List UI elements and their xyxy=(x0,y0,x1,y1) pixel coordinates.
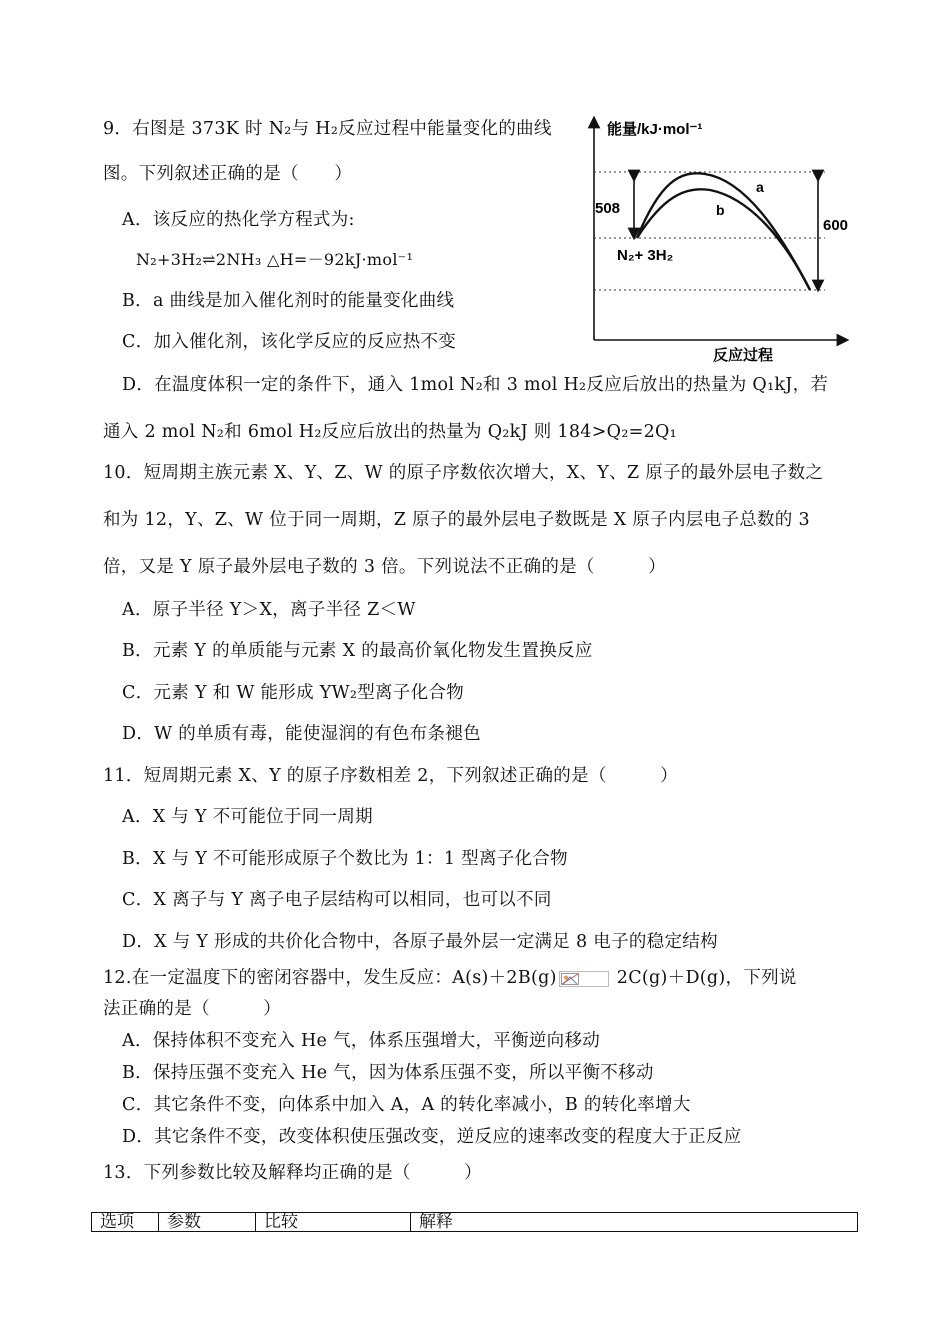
q9-option-d-line2: 通入 2 mol N₂和 6mol H₂反应后放出的热量为 Q₂kJ 则 184>Q₂=2Q₁ xyxy=(103,422,677,442)
q9-option-b: B．a 曲线是加入催化剂时的能量变化曲线 xyxy=(122,291,455,311)
q9-option-d-line1: D．在温度体积一定的条件下，通入 1mol N₂和 3 mol H₂反应后放出的热量为 Q₁kJ，若 xyxy=(122,375,829,395)
q11-option-b: B．X 与 Y 不可能形成原子个数比为 1：1 型离子化合物 xyxy=(122,849,568,869)
q10-option-d: D．W 的单质有毒，能使湿润的有色布条褪色 xyxy=(122,724,481,744)
q13-stem: 13．下列参数比较及解释均正确的是（ ） xyxy=(103,1163,482,1183)
energy-diagram xyxy=(585,112,850,362)
q12-stem-part1: 12.在一定温度下的密闭容器中，发生反应：A(s)＋2B(g) xyxy=(103,968,557,988)
q9-option-c: C．加入催化剂，该化学反应的反应热不变 xyxy=(122,332,457,352)
q11-stem: 11．短周期元素 X、Y 的原子序数相差 2，下列叙述正确的是（ ） xyxy=(103,766,678,786)
q10-stem-line1: 10．短周期主族元素 X、Y、Z、W 的原子序数依次增大，X、Y、Z 原子的最外层电子数之 xyxy=(103,463,824,483)
q10-stem-line2: 和为 12，Y、Z、W 位于同一周期，Z 原子的最外层电子数既是 X 原子内层电子总数的 3 xyxy=(103,510,810,530)
table-header-cell: 比较 xyxy=(256,1213,411,1232)
q10-stem-line3: 倍，又是 Y 原子最外层电子数的 3 倍。下列说法不正确的是（ ） xyxy=(103,557,666,577)
label-600: 600 xyxy=(823,217,849,234)
label-508: 508 xyxy=(595,200,621,217)
equilibrium-arrow-image xyxy=(559,971,609,987)
q13-table xyxy=(91,1212,858,1232)
q10-option-b: B．元素 Y 的单质能与元素 X 的最高价氧化物发生置换反应 xyxy=(122,641,593,661)
broken-image-icon xyxy=(561,973,579,985)
q12-option-b: B．保持压强不变充入 He 气，因为体系压强不变，所以平衡不移动 xyxy=(122,1063,654,1083)
q10-option-a: A．原子半径 Y＞X，离子半径 Z＜W xyxy=(122,600,416,620)
curve-a xyxy=(637,173,810,290)
q12-stem-part2: 2C(g)＋D(g)，下列说 xyxy=(616,968,797,988)
q12-stem-line1 xyxy=(103,964,797,989)
q12-option-a: A．保持体积不变充入 He 气，体系压强增大，平衡逆向移动 xyxy=(122,1031,601,1051)
x-axis-label: 反应过程 xyxy=(713,347,774,362)
table-header-row xyxy=(92,1213,858,1232)
q11-option-c: C．X 离子与 Y 离子电子层结构可以相同，也可以不同 xyxy=(122,890,552,910)
q12-stem-line2: 法正确的是（ ） xyxy=(103,999,281,1019)
table-header-cell: 参数 xyxy=(159,1213,256,1232)
q9-stem-line2: 图。下列叙述正确的是（ ） xyxy=(103,164,353,184)
y-axis-label: 能量/kJ·mol⁻¹ xyxy=(607,121,703,138)
q9-stem-line1: 9．右图是 373K 时 N₂与 H₂反应过程中能量变化的曲线 xyxy=(103,119,552,139)
q11-option-a: A．X 与 Y 不可能位于同一周期 xyxy=(122,807,373,827)
label-curve-b: b xyxy=(716,202,725,218)
q12-option-d: D．其它条件不变，改变体积使压强改变，逆反应的速率改变的程度大于正反应 xyxy=(122,1127,742,1147)
q10-option-c: C．元素 Y 和 W 能形成 YW₂型离子化合物 xyxy=(122,683,464,703)
q11-option-d: D．X 与 Y 形成的共价化合物中，各原子最外层一定满足 8 电子的稳定结构 xyxy=(122,932,718,952)
label-curve-a: a xyxy=(756,179,764,195)
q9-equation: N₂+3H₂⇌2NH₃ △H=－92kJ·mol⁻¹ xyxy=(136,250,414,269)
table-header-cell: 解释 xyxy=(419,1212,453,1232)
label-reactants: N₂+ 3H₂ xyxy=(617,247,674,264)
table-header-cell: 选项 xyxy=(92,1213,159,1232)
q9-option-a: A．该反应的热化学方程式为: xyxy=(122,210,355,230)
q12-option-c: C．其它条件不变，向体系中加入 A，A 的转化率减小，B 的转化率增大 xyxy=(122,1095,691,1115)
